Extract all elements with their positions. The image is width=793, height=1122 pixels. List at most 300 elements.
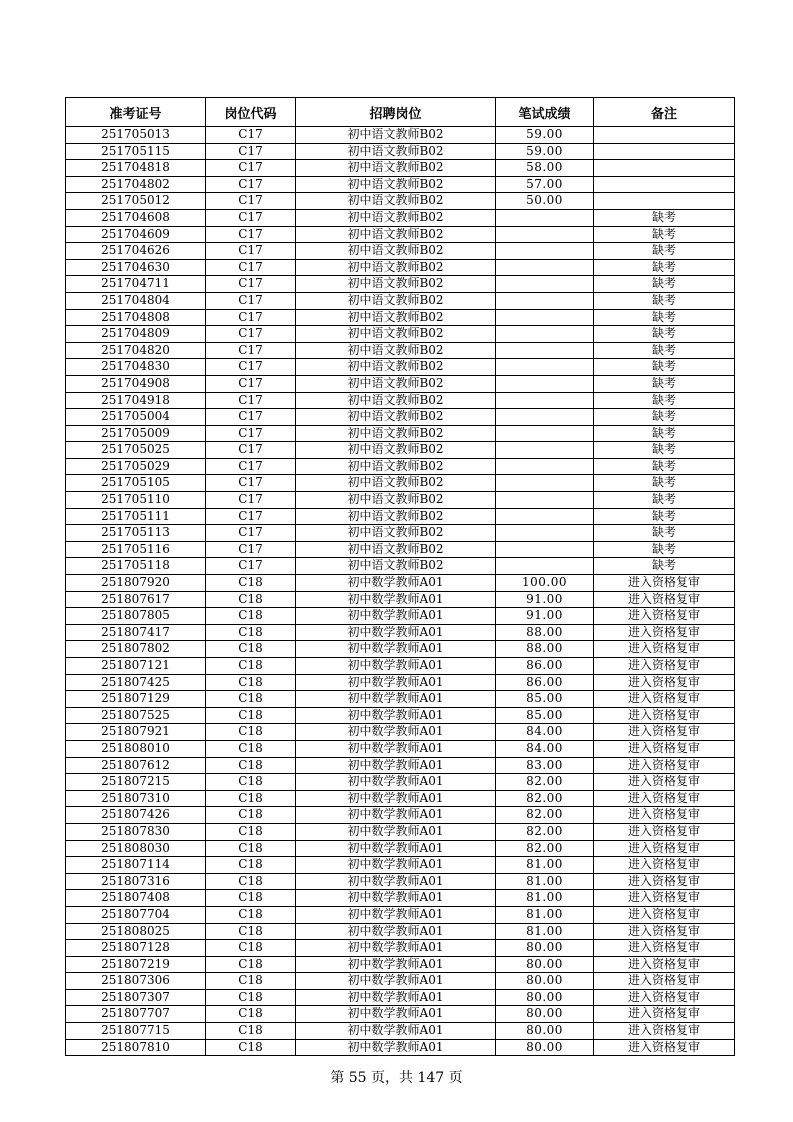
position-code-cell: C17 bbox=[206, 508, 296, 525]
position-name-cell: 初中数学教师A01 bbox=[296, 873, 496, 890]
remarks-cell: 进入资格复审 bbox=[594, 1039, 735, 1056]
written-score-cell bbox=[496, 508, 594, 525]
position-code-cell: C18 bbox=[206, 973, 296, 990]
position-code-cell: C18 bbox=[206, 641, 296, 658]
exam-id-cell: 251704830 bbox=[66, 359, 206, 376]
remarks-cell: 缺考 bbox=[594, 326, 735, 343]
exam-id-cell: 251704609 bbox=[66, 226, 206, 243]
position-code-cell: C18 bbox=[206, 890, 296, 907]
remarks-cell: 缺考 bbox=[594, 309, 735, 326]
position-code-cell: C17 bbox=[206, 259, 296, 276]
written-score-cell bbox=[496, 359, 594, 376]
remarks-cell: 进入资格复审 bbox=[594, 658, 735, 675]
remarks-cell bbox=[594, 127, 735, 144]
table-row bbox=[66, 989, 735, 1006]
table-row bbox=[66, 558, 735, 575]
written-score-cell: 83.00 bbox=[496, 757, 594, 774]
written-score-cell: 82.00 bbox=[496, 840, 594, 857]
exam-id-cell: 251808025 bbox=[66, 923, 206, 940]
position-name-cell: 初中数学教师A01 bbox=[296, 658, 496, 675]
position-code-cell: C18 bbox=[206, 873, 296, 890]
position-code-cell: C18 bbox=[206, 608, 296, 625]
table-row bbox=[66, 541, 735, 558]
position-code-cell: C18 bbox=[206, 691, 296, 708]
table-row bbox=[66, 956, 735, 973]
written-score-cell: 85.00 bbox=[496, 691, 594, 708]
position-code-cell: C18 bbox=[206, 956, 296, 973]
position-name-cell: 初中数学教师A01 bbox=[296, 641, 496, 658]
position-code-cell: C18 bbox=[206, 757, 296, 774]
written-score-cell: 58.00 bbox=[496, 160, 594, 177]
position-name-cell: 初中数学教师A01 bbox=[296, 973, 496, 990]
exam-id-cell: 251807921 bbox=[66, 724, 206, 741]
position-code-cell: C17 bbox=[206, 209, 296, 226]
position-code-cell: C17 bbox=[206, 176, 296, 193]
position-code-cell: C18 bbox=[206, 740, 296, 757]
written-score-cell: 85.00 bbox=[496, 707, 594, 724]
position-name-cell: 初中语文教师B02 bbox=[296, 359, 496, 376]
position-name-cell: 初中数学教师A01 bbox=[296, 608, 496, 625]
exam-id-cell: 251705110 bbox=[66, 492, 206, 509]
position-name-cell: 初中数学教师A01 bbox=[296, 1023, 496, 1040]
written-score-cell: 80.00 bbox=[496, 973, 594, 990]
exam-id-cell: 251807307 bbox=[66, 989, 206, 1006]
table-row bbox=[66, 890, 735, 907]
position-code-cell: C18 bbox=[206, 591, 296, 608]
exam-id-cell: 251705009 bbox=[66, 425, 206, 442]
position-name-cell: 初中数学教师A01 bbox=[296, 807, 496, 824]
remarks-cell: 进入资格复审 bbox=[594, 591, 735, 608]
position-code-cell: C17 bbox=[206, 359, 296, 376]
exam-id-cell: 251807802 bbox=[66, 641, 206, 658]
position-code-cell: C18 bbox=[206, 906, 296, 923]
table-row bbox=[66, 259, 735, 276]
exam-id-cell: 251807310 bbox=[66, 790, 206, 807]
written-score-cell bbox=[496, 309, 594, 326]
table-body bbox=[66, 127, 735, 1056]
position-name-cell: 初中语文教师B02 bbox=[296, 259, 496, 276]
remarks-cell: 进入资格复审 bbox=[594, 774, 735, 791]
remarks-cell: 缺考 bbox=[594, 276, 735, 293]
exam-id-cell: 251704608 bbox=[66, 209, 206, 226]
remarks-cell: 进入资格复审 bbox=[594, 840, 735, 857]
position-code-cell: C17 bbox=[206, 558, 296, 575]
remarks-cell bbox=[594, 176, 735, 193]
remarks-cell: 进入资格复审 bbox=[594, 608, 735, 625]
remarks-cell: 进入资格复审 bbox=[594, 707, 735, 724]
written-score-cell: 82.00 bbox=[496, 807, 594, 824]
exam-id-cell: 251704818 bbox=[66, 160, 206, 177]
position-code-cell: C17 bbox=[206, 160, 296, 177]
position-name-cell: 初中语文教师B02 bbox=[296, 209, 496, 226]
position-name-cell: 初中数学教师A01 bbox=[296, 674, 496, 691]
written-score-cell: 80.00 bbox=[496, 1006, 594, 1023]
written-score-cell: 100.00 bbox=[496, 575, 594, 592]
table-row bbox=[66, 342, 735, 359]
table-row bbox=[66, 359, 735, 376]
written-score-cell bbox=[496, 243, 594, 260]
position-code-cell: C17 bbox=[206, 143, 296, 160]
written-score-cell: 80.00 bbox=[496, 956, 594, 973]
table-header-row bbox=[66, 98, 735, 127]
table-row bbox=[66, 923, 735, 940]
position-code-cell: C17 bbox=[206, 425, 296, 442]
remarks-cell bbox=[594, 193, 735, 210]
position-name-cell: 初中语文教师B02 bbox=[296, 176, 496, 193]
written-score-cell: 50.00 bbox=[496, 193, 594, 210]
written-score-cell bbox=[496, 292, 594, 309]
written-score-cell bbox=[496, 259, 594, 276]
remarks-cell: 进入资格复审 bbox=[594, 674, 735, 691]
remarks-cell: 缺考 bbox=[594, 525, 735, 542]
remarks-cell: 缺考 bbox=[594, 458, 735, 475]
exam-id-cell: 251704802 bbox=[66, 176, 206, 193]
table-row bbox=[66, 309, 735, 326]
position-name-cell: 初中语文教师B02 bbox=[296, 160, 496, 177]
table-row bbox=[66, 940, 735, 957]
remarks-cell: 缺考 bbox=[594, 508, 735, 525]
written-score-cell bbox=[496, 409, 594, 426]
table-row bbox=[66, 292, 735, 309]
written-score-cell: 80.00 bbox=[496, 989, 594, 1006]
position-code-cell: C18 bbox=[206, 624, 296, 641]
exam-id-cell: 251705105 bbox=[66, 475, 206, 492]
position-code-cell: C17 bbox=[206, 309, 296, 326]
exam-id-cell: 251807408 bbox=[66, 890, 206, 907]
position-name-cell: 初中语文教师B02 bbox=[296, 508, 496, 525]
position-name-cell: 初中语文教师B02 bbox=[296, 492, 496, 509]
exam-id-cell: 251704809 bbox=[66, 326, 206, 343]
table-row bbox=[66, 691, 735, 708]
remarks-cell: 进入资格复审 bbox=[594, 790, 735, 807]
table-row bbox=[66, 392, 735, 409]
written-score-cell bbox=[496, 425, 594, 442]
position-code-cell: C17 bbox=[206, 442, 296, 459]
position-name-cell: 初中数学教师A01 bbox=[296, 989, 496, 1006]
remarks-cell: 缺考 bbox=[594, 243, 735, 260]
remarks-cell bbox=[594, 160, 735, 177]
position-code-cell: C17 bbox=[206, 392, 296, 409]
written-score-cell: 80.00 bbox=[496, 940, 594, 957]
written-score-cell bbox=[496, 326, 594, 343]
position-name-cell: 初中语文教师B02 bbox=[296, 243, 496, 260]
written-score-cell: 86.00 bbox=[496, 658, 594, 675]
table-row bbox=[66, 209, 735, 226]
table-row bbox=[66, 1006, 735, 1023]
table-row bbox=[66, 591, 735, 608]
page-footer: 第 55 页，共 147 页 bbox=[330, 1070, 463, 1086]
remarks-cell: 缺考 bbox=[594, 442, 735, 459]
exam-id-cell: 251807128 bbox=[66, 940, 206, 957]
remarks-cell: 进入资格复审 bbox=[594, 691, 735, 708]
remarks-cell: 进入资格复审 bbox=[594, 989, 735, 1006]
position-code-cell: C17 bbox=[206, 475, 296, 492]
table-row bbox=[66, 658, 735, 675]
written-score-cell: 88.00 bbox=[496, 641, 594, 658]
position-name-cell: 初中语文教师B02 bbox=[296, 558, 496, 575]
position-name-cell: 初中数学教师A01 bbox=[296, 724, 496, 741]
table-row bbox=[66, 724, 735, 741]
position-code-cell: C18 bbox=[206, 658, 296, 675]
table-row bbox=[66, 757, 735, 774]
remarks-cell: 缺考 bbox=[594, 259, 735, 276]
written-score-cell: 88.00 bbox=[496, 624, 594, 641]
exam-id-cell: 251704820 bbox=[66, 342, 206, 359]
position-name-cell: 初中语文教师B02 bbox=[296, 292, 496, 309]
table-row bbox=[66, 226, 735, 243]
table-row bbox=[66, 823, 735, 840]
remarks-cell: 进入资格复审 bbox=[594, 724, 735, 741]
written-score-cell: 81.00 bbox=[496, 857, 594, 874]
written-score-cell: 82.00 bbox=[496, 823, 594, 840]
exam-id-cell: 251807805 bbox=[66, 608, 206, 625]
written-score-cell bbox=[496, 541, 594, 558]
exam-id-cell: 251807425 bbox=[66, 674, 206, 691]
written-score-cell bbox=[496, 392, 594, 409]
position-code-cell: C17 bbox=[206, 541, 296, 558]
position-code-cell: C17 bbox=[206, 243, 296, 260]
table-row bbox=[66, 409, 735, 426]
exam-id-cell: 251807417 bbox=[66, 624, 206, 641]
exam-id-cell: 251807707 bbox=[66, 1006, 206, 1023]
exam-id-cell: 251807830 bbox=[66, 823, 206, 840]
position-name-cell: 初中语文教师B02 bbox=[296, 309, 496, 326]
position-code-cell: C18 bbox=[206, 1023, 296, 1040]
position-code-cell: C17 bbox=[206, 292, 296, 309]
remarks-cell: 进入资格复审 bbox=[594, 940, 735, 957]
position-name-cell: 初中数学教师A01 bbox=[296, 823, 496, 840]
written-score-cell bbox=[496, 342, 594, 359]
position-name-cell: 初中语文教师B02 bbox=[296, 409, 496, 426]
exam-id-cell: 251705113 bbox=[66, 525, 206, 542]
table-row bbox=[66, 243, 735, 260]
exam-id-cell: 251807617 bbox=[66, 591, 206, 608]
table-row bbox=[66, 857, 735, 874]
exam-id-cell: 251807715 bbox=[66, 1023, 206, 1040]
position-code-cell: C18 bbox=[206, 807, 296, 824]
exam-id-cell: 251704626 bbox=[66, 243, 206, 260]
table-row bbox=[66, 740, 735, 757]
table-row bbox=[66, 624, 735, 641]
table-row bbox=[66, 774, 735, 791]
table-row bbox=[66, 840, 735, 857]
table-row bbox=[66, 442, 735, 459]
position-name-cell: 初中数学教师A01 bbox=[296, 956, 496, 973]
header-position-name: 招聘岗位 bbox=[296, 98, 496, 127]
exam-id-cell: 251808010 bbox=[66, 740, 206, 757]
remarks-cell: 进入资格复审 bbox=[594, 641, 735, 658]
position-code-cell: C18 bbox=[206, 674, 296, 691]
position-code-cell: C17 bbox=[206, 458, 296, 475]
remarks-cell: 缺考 bbox=[594, 541, 735, 558]
position-name-cell: 初中语文教师B02 bbox=[296, 375, 496, 392]
exam-id-cell: 251807920 bbox=[66, 575, 206, 592]
remarks-cell: 进入资格复审 bbox=[594, 740, 735, 757]
table-row bbox=[66, 458, 735, 475]
position-code-cell: C17 bbox=[206, 492, 296, 509]
exam-id-cell: 251704918 bbox=[66, 392, 206, 409]
table-row bbox=[66, 707, 735, 724]
table-row bbox=[66, 425, 735, 442]
written-score-cell: 59.00 bbox=[496, 127, 594, 144]
position-code-cell: C17 bbox=[206, 276, 296, 293]
position-code-cell: C18 bbox=[206, 857, 296, 874]
remarks-cell: 进入资格复审 bbox=[594, 973, 735, 990]
exam-id-cell: 251704630 bbox=[66, 259, 206, 276]
written-score-cell bbox=[496, 525, 594, 542]
exam-id-cell: 251705029 bbox=[66, 458, 206, 475]
written-score-cell: 80.00 bbox=[496, 1039, 594, 1056]
table-row bbox=[66, 508, 735, 525]
remarks-cell: 缺考 bbox=[594, 209, 735, 226]
position-code-cell: C17 bbox=[206, 409, 296, 426]
table-row bbox=[66, 375, 735, 392]
remarks-cell: 进入资格复审 bbox=[594, 873, 735, 890]
position-name-cell: 初中数学教师A01 bbox=[296, 790, 496, 807]
remarks-cell: 进入资格复审 bbox=[594, 757, 735, 774]
table-row bbox=[66, 525, 735, 542]
exam-id-cell: 251704908 bbox=[66, 375, 206, 392]
table-row bbox=[66, 906, 735, 923]
written-score-cell: 81.00 bbox=[496, 906, 594, 923]
position-name-cell: 初中语文教师B02 bbox=[296, 425, 496, 442]
remarks-cell: 进入资格复审 bbox=[594, 624, 735, 641]
position-name-cell: 初中数学教师A01 bbox=[296, 740, 496, 757]
header-position-code: 岗位代码 bbox=[206, 98, 296, 127]
remarks-cell: 进入资格复审 bbox=[594, 823, 735, 840]
remarks-cell: 进入资格复审 bbox=[594, 923, 735, 940]
table-row bbox=[66, 641, 735, 658]
position-name-cell: 初中数学教师A01 bbox=[296, 906, 496, 923]
table-row bbox=[66, 475, 735, 492]
table-row bbox=[66, 193, 735, 210]
exam-id-cell: 251808030 bbox=[66, 840, 206, 857]
remarks-cell: 缺考 bbox=[594, 492, 735, 509]
table-row bbox=[66, 143, 735, 160]
position-name-cell: 初中数学教师A01 bbox=[296, 1039, 496, 1056]
written-score-cell: 82.00 bbox=[496, 790, 594, 807]
remarks-cell: 进入资格复审 bbox=[594, 575, 735, 592]
written-score-cell: 86.00 bbox=[496, 674, 594, 691]
position-code-cell: C17 bbox=[206, 375, 296, 392]
written-score-cell: 80.00 bbox=[496, 1023, 594, 1040]
written-score-cell bbox=[496, 475, 594, 492]
position-name-cell: 初中数学教师A01 bbox=[296, 1006, 496, 1023]
remarks-cell: 进入资格复审 bbox=[594, 906, 735, 923]
position-code-cell: C18 bbox=[206, 575, 296, 592]
written-score-cell: 91.00 bbox=[496, 591, 594, 608]
remarks-cell: 缺考 bbox=[594, 375, 735, 392]
position-code-cell: C18 bbox=[206, 840, 296, 857]
exam-id-cell: 251807612 bbox=[66, 757, 206, 774]
written-score-cell: 81.00 bbox=[496, 923, 594, 940]
position-name-cell: 初中数学教师A01 bbox=[296, 575, 496, 592]
exam-id-cell: 251704711 bbox=[66, 276, 206, 293]
position-name-cell: 初中数学教师A01 bbox=[296, 923, 496, 940]
position-name-cell: 初中数学教师A01 bbox=[296, 707, 496, 724]
remarks-cell: 进入资格复审 bbox=[594, 857, 735, 874]
position-name-cell: 初中语文教师B02 bbox=[296, 226, 496, 243]
exam-id-cell: 251705004 bbox=[66, 409, 206, 426]
written-score-cell: 82.00 bbox=[496, 774, 594, 791]
position-name-cell: 初中数学教师A01 bbox=[296, 591, 496, 608]
remarks-cell: 缺考 bbox=[594, 392, 735, 409]
remarks-cell: 缺考 bbox=[594, 475, 735, 492]
position-name-cell: 初中数学教师A01 bbox=[296, 940, 496, 957]
exam-id-cell: 251807525 bbox=[66, 707, 206, 724]
table-row bbox=[66, 492, 735, 509]
position-name-cell: 初中语文教师B02 bbox=[296, 442, 496, 459]
table-row bbox=[66, 790, 735, 807]
table-row bbox=[66, 873, 735, 890]
remarks-cell: 缺考 bbox=[594, 226, 735, 243]
position-code-cell: C18 bbox=[206, 774, 296, 791]
written-score-cell: 59.00 bbox=[496, 143, 594, 160]
position-code-cell: C18 bbox=[206, 1039, 296, 1056]
position-code-cell: C18 bbox=[206, 790, 296, 807]
position-name-cell: 初中数学教师A01 bbox=[296, 757, 496, 774]
position-code-cell: C18 bbox=[206, 724, 296, 741]
remarks-cell: 进入资格复审 bbox=[594, 1023, 735, 1040]
position-name-cell: 初中语文教师B02 bbox=[296, 525, 496, 542]
table-row bbox=[66, 276, 735, 293]
exam-id-cell: 251704808 bbox=[66, 309, 206, 326]
remarks-cell: 缺考 bbox=[594, 292, 735, 309]
written-score-cell bbox=[496, 276, 594, 293]
table-row bbox=[66, 1023, 735, 1040]
table-row bbox=[66, 1039, 735, 1056]
remarks-cell: 进入资格复审 bbox=[594, 956, 735, 973]
written-score-cell: 91.00 bbox=[496, 608, 594, 625]
remarks-cell: 缺考 bbox=[594, 359, 735, 376]
position-name-cell: 初中语文教师B02 bbox=[296, 326, 496, 343]
exam-id-cell: 251705013 bbox=[66, 127, 206, 144]
written-score-cell bbox=[496, 442, 594, 459]
position-code-cell: C17 bbox=[206, 525, 296, 542]
header-remarks: 备注 bbox=[594, 98, 735, 127]
table-row bbox=[66, 160, 735, 177]
position-code-cell: C18 bbox=[206, 923, 296, 940]
remarks-cell bbox=[594, 143, 735, 160]
table-row bbox=[66, 807, 735, 824]
table-row bbox=[66, 326, 735, 343]
position-name-cell: 初中语文教师B02 bbox=[296, 541, 496, 558]
exam-id-cell: 251807219 bbox=[66, 956, 206, 973]
exam-id-cell: 251705115 bbox=[66, 143, 206, 160]
position-code-cell: C17 bbox=[206, 226, 296, 243]
table-row bbox=[66, 608, 735, 625]
written-score-cell: 84.00 bbox=[496, 724, 594, 741]
position-code-cell: C17 bbox=[206, 342, 296, 359]
position-code-cell: C18 bbox=[206, 1006, 296, 1023]
position-code-cell: C17 bbox=[206, 193, 296, 210]
remarks-cell: 缺考 bbox=[594, 342, 735, 359]
remarks-cell: 进入资格复审 bbox=[594, 807, 735, 824]
exam-id-cell: 251704804 bbox=[66, 292, 206, 309]
exam-id-cell: 251807129 bbox=[66, 691, 206, 708]
table-row bbox=[66, 674, 735, 691]
position-code-cell: C18 bbox=[206, 940, 296, 957]
exam-id-cell: 251705116 bbox=[66, 541, 206, 558]
written-score-cell bbox=[496, 209, 594, 226]
position-name-cell: 初中语文教师B02 bbox=[296, 342, 496, 359]
exam-id-cell: 251705012 bbox=[66, 193, 206, 210]
position-name-cell: 初中语文教师B02 bbox=[296, 276, 496, 293]
position-name-cell: 初中语文教师B02 bbox=[296, 458, 496, 475]
position-name-cell: 初中语文教师B02 bbox=[296, 392, 496, 409]
table-row bbox=[66, 973, 735, 990]
exam-id-cell: 251807121 bbox=[66, 658, 206, 675]
